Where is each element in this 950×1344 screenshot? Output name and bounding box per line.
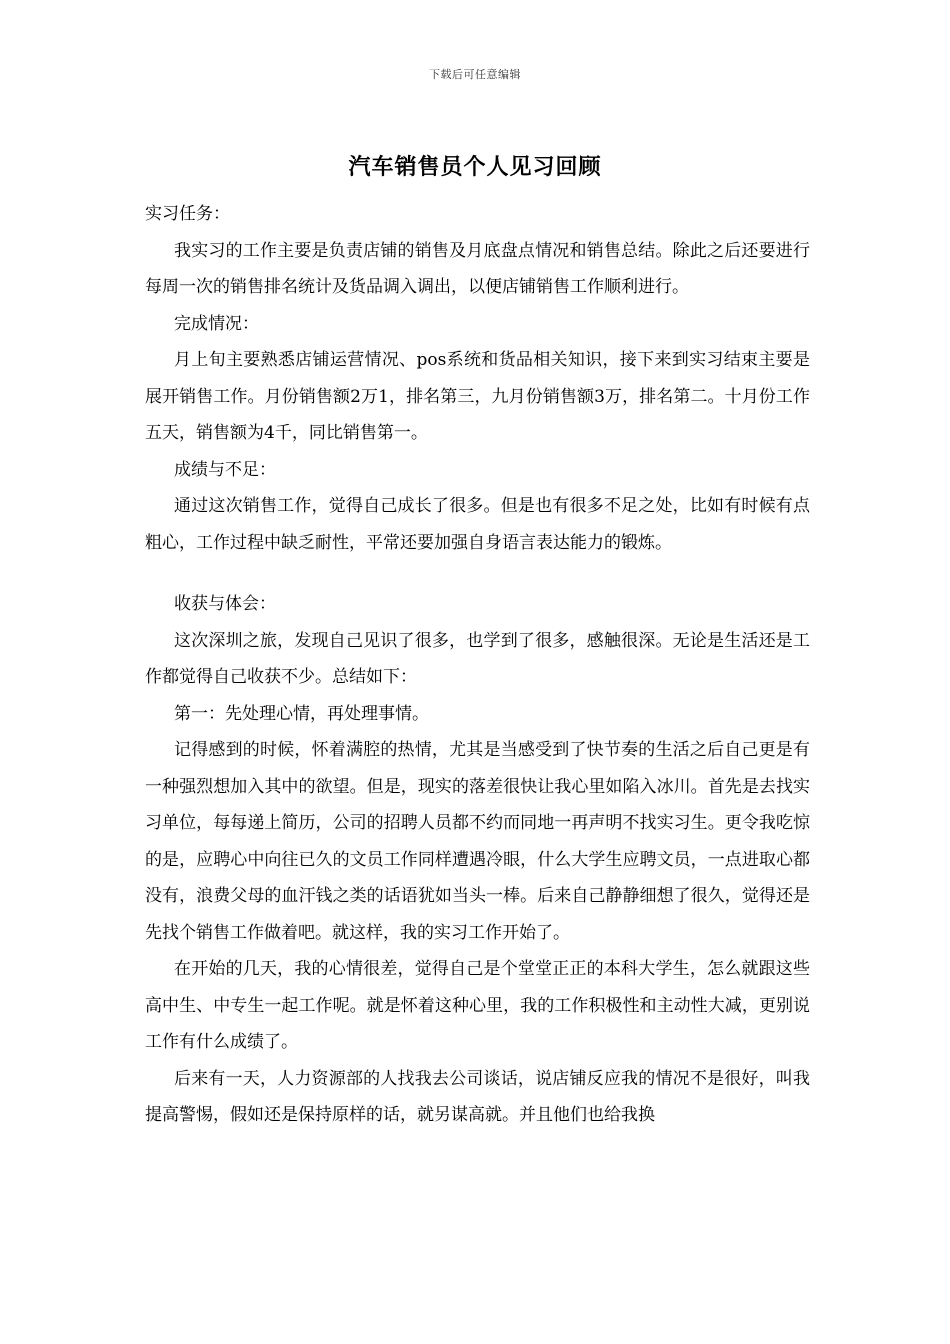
point-first: 第一：先处理心情，再处理事情。: [174, 703, 429, 724]
document-title: 汽车销售员个人见习回顾: [348, 154, 602, 180]
paragraph-early-days: 在开始的几天，我的心情很差，觉得自己是个堂堂正正的本科大学生，怎么就跟这些高中生、中专生一起工作呢。就是怀着这种心里，我的工作积极性和主动性大减，更别说工作有什么成绩了。: [145, 959, 810, 1052]
paragraph-gains: 这次深圳之旅，发现自己见识了很多，也学到了很多，感触很深。无论是生活还是工作都觉得自己收获不少。总结如下：: [145, 630, 810, 687]
paragraph-task: 我实习的工作主要是负责店铺的销售及月底盘点情况和销售总结。除此之后还要进行每周一次的销售排名统计及货品调入调出，以便店铺销售工作顺利进行。: [145, 240, 810, 297]
document-body: [145, 196, 810, 1134]
section-heading-gains: 收获与体会：: [174, 594, 276, 614]
paragraph-hr-talk: 后来有一天，人力资源部的人找我去公司谈话，说店铺反应我的情况不是很好，叫我提高警惕，假如还是保持原样的话，就另谋高就。并且他们也给我换: [145, 1068, 810, 1125]
paragraph-memory: 记得感到的时候，怀着满腔的热情，尤其是当感受到了快节奏的生活之后自己更是有一种强烈想加入其中的欲望。但是，现实的落差很快让我心里如陷入冰川。首先是去找实习单位，每每递上简历，公司的招聘人员都不约而同地一再声明不找实习生。更令我吃惊的是，应聘心中向往已久的文员工作同样遭遇冷眼，什么大学生应聘文员，一点进取心都没有，浪费父母的血汗钱之类的话语犹如当头一棒。后来自己静静细想了很久，觉得还是先找个销售工作做着吧。就这样，我的实习工作开始了。: [145, 740, 810, 943]
header-note: 下载后可任意编辑: [429, 68, 521, 81]
section-heading-task: 实习任务：: [145, 204, 230, 224]
section-heading-results: 成绩与不足：: [174, 459, 276, 480]
paragraph-completion: 月上旬主要熟悉店铺运营情况、pos系统和货品相关知识，接下来到实习结束主要是展开销售工作。月份销售额2万1，排名第三，九月份销售额3万，排名第二。十月份工作五天，销售额为4千，同比销售第一。: [145, 350, 810, 443]
section-heading-completion: 完成情况：: [174, 313, 259, 334]
paragraph-results: 通过这次销售工作，觉得自己成长了很多。但是也有很多不足之处，比如有时候有点粗心，工作过程中缺乏耐性，平常还要加强自身语言表达能力的锻炼。: [145, 496, 810, 553]
